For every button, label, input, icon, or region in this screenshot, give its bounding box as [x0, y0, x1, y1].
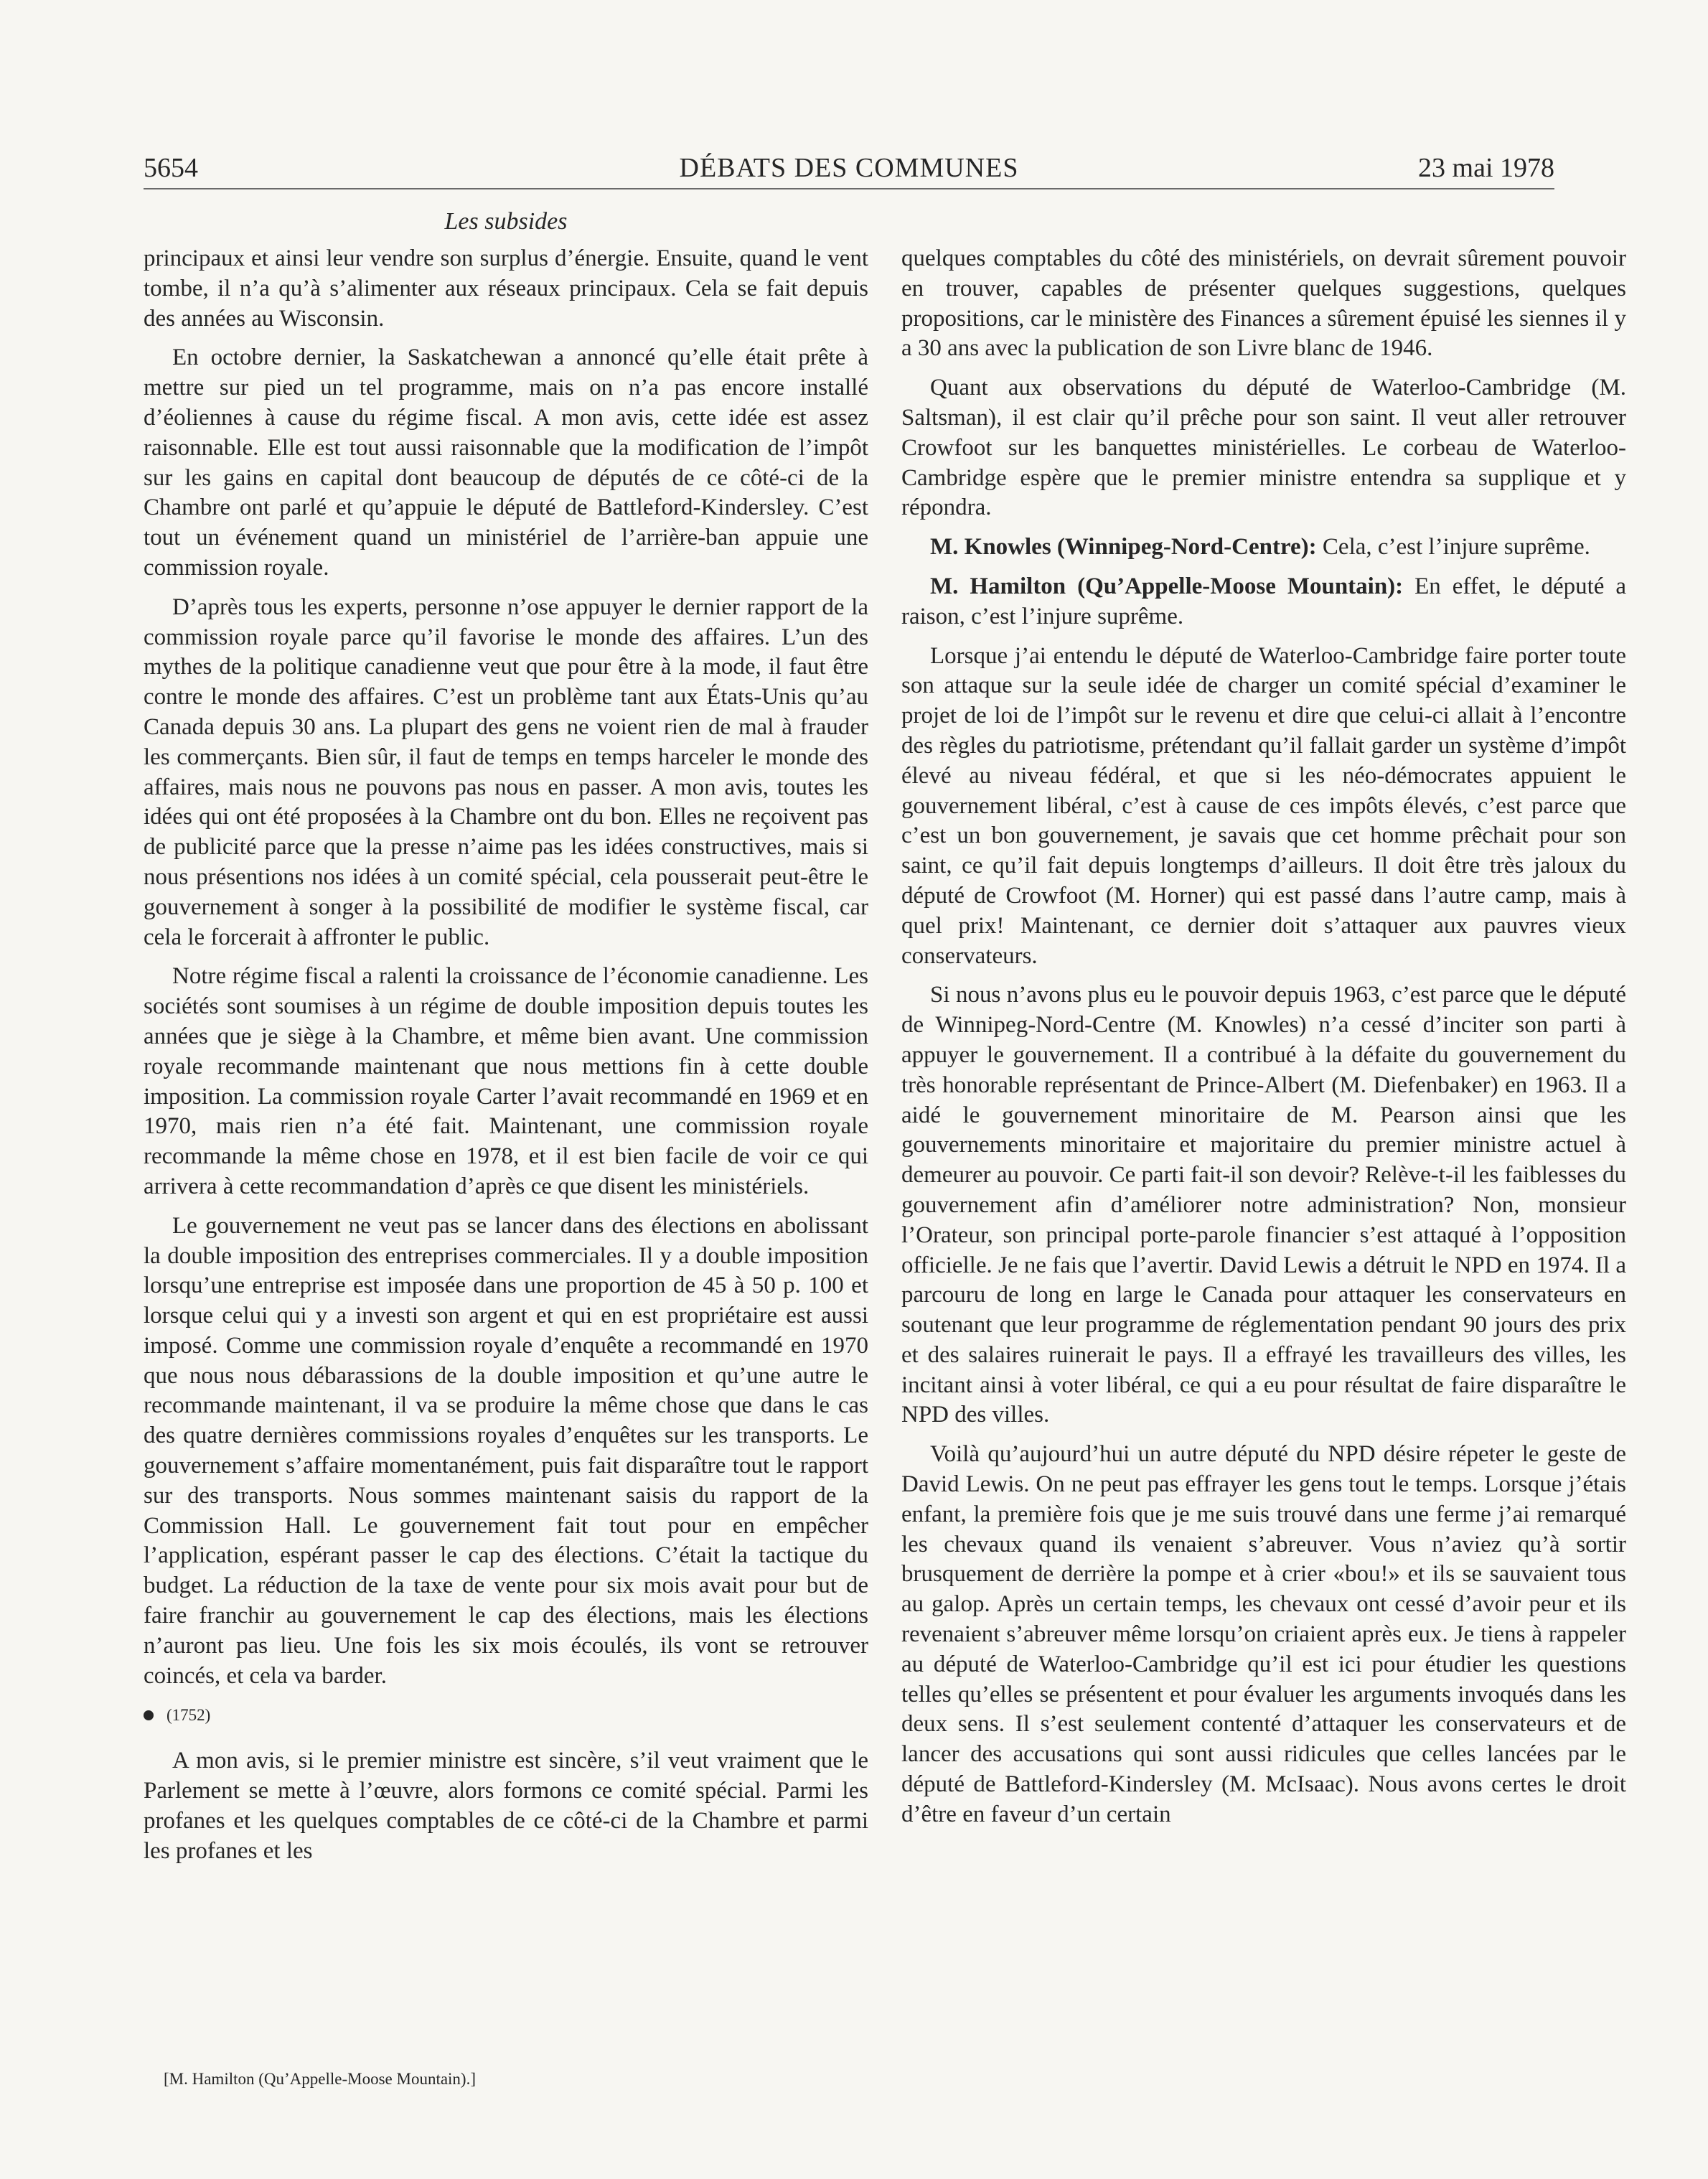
paragraph: D’après tous les experts, personne n’ose appuyer le dernier rapport de la commission royale parce qu’il favorise le monde des affaires. L’un des mythes de la politique canadienne veut que pour être à la mode, il faut être contre le monde des affaires. C’est un problème tant aux États-Unis qu’au Canada depuis 30 ans. La plupart des gens ne voient rien de mal à frauder les commerçants. Bien sûr, il faut de temps en temps harceler le monde des affaires, mais nous ne pouvons pas nous en passer. A mon avis, toutes les idées qui ont été proposées à la Chambre ont du bon. Elles ne reçoivent pas de publicité parce que la presse n’aime pas les idées constructives, mais si nous présentions nos idées à un comité spécial, cela pousserait peut-être le gouvernement à songer à la possibilité de modifier le système fiscal, car cela le forcerait à affronter le public. [144, 594, 868, 950]
page-number: 5654 [144, 153, 198, 183]
speech-text: En effet, le député a raison, c’est l’injure suprême. [901, 573, 1626, 629]
paragraph: Notre régime fiscal a ralenti la croissance de l’économie canadienne. Les sociétés sont soumises à un régime de double imposition depuis toutes les années que je siège à la Chambre, et même bien avant. Une commission royale recommande maintenant que nous mettions fin à cette double imposition. La commission royale Carter l’avait recommandé en 1969 et en 1970, mais rien n’a été fait. Maintenant, une commission royale recommande la même chose en 1978, et il est bien facile de voir ce qui arrivera à cette recommandation d’après ce que disent les ministériels. [144, 963, 868, 1199]
speech-text: Cela, c’est l’injure suprême. [1316, 534, 1590, 561]
time-marker [144, 1700, 868, 1730]
section-title: Les subsides [444, 208, 568, 235]
left-column [144, 244, 868, 1875]
bullet-icon [144, 1710, 154, 1720]
speaker-name: M. Hamilton (Qu’Appelle-Moose Mountain): [930, 573, 1404, 599]
speaker-footer: [M. Hamilton (Qu’Appelle-Moose Mountain).] [164, 2070, 477, 2088]
paragraph: Quant aux observations du député de Waterloo-Cambridge (M. Saltsman), il est clair qu’il prêche pour son saint. Il veut aller retrouver Crowfoot sur les banquettes ministérielles. Le corbeau de Waterloo-Cambridge espère que le premier ministre entendra sa supplique et y répondra. [901, 375, 1626, 521]
paragraph: Le gouvernement ne veut pas se lancer dans des élections en abolissant la double imposition des entreprises commerciales. Il y a double imposition lorsqu’une entreprise est imposée dans une proportion de 45 à 50 p. 100 et lorsque celui qui y a investi son argent et qui en est propriétaire est aussi imposé. Comme une commission royale d’enquête a recommandé en 1970 que nous nous débarassions de la double imposition et qu’une autre le recommande maintenant, il va se produire la même chose que dans le cas des quatre dernières commissions royales d’enquêtes sur les transports. Le gouvernement s’affaire momentanément, puis fait disparaître tout le rapport sur des transports. Nous sommes maintenant saisis du rapport de la Commission Hall. Le gouvernement fait tout pour en empêcher l’application, espérant passer le cap des élections. C’était la tactique du budget. La réduction de la taxe de vente pour six mois avait pour but de faire franchir au gouvernement le cap des élections, mais les élections n’auront pas lieu. Une fois les six mois écoulés, ils vont se retrouver coincés, et cela va barder. [144, 1212, 868, 1689]
publication-title: DÉBATS DES COMMUNES [679, 153, 1019, 183]
time-marker-text: (1752) [166, 1706, 211, 1725]
paragraph: Si nous n’avons plus eu le pouvoir depuis 1963, c’est parce que le député de Winnipeg-Nord-Centre (M. Knowles) n’a cessé d’inciter son parti à appuyer le gouvernement. Il a contribué à la défaite du gouvernement du très honorable représentant de Prince-Albert (M. Diefenbaker) en 1963. Il a aidé le gouvernement minoritaire de M. Pearson ainsi que les gouvernements minoritaire et majoritaire du premier ministre actuel à demeurer au pouvoir. Ce parti fait-il son devoir? Relève-t-il les faiblesses du gouvernement afin d’améliorer notre administration? Non, monsieur l’Orateur, son principal porte-parole financier s’est attaqué à l’opposition officielle. Je ne fais que l’avertir. David Lewis a détruit le NPD en 1974. Il a parcouru de long en large le Canada pour attaquer les conservateurs en soutenant que leur programme de réglementation pendant 90 jours des prix et des salaires ruinerait le pays. Il a effrayé les travailleurs des villes, les incitant ainsi à voter libéral, ce qui a eu pour résultat de faire disparaître le NPD des villes. [901, 982, 1626, 1428]
page-header [144, 152, 1554, 189]
paragraph: En octobre dernier, la Saskatchewan a annoncé qu’elle était prête à mettre sur pied un tel programme, mais on n’a pas encore installé d’éoliennes à cause du régime fiscal. A mon avis, cette idée est assez raisonnable. Elle est tout aussi raisonnable que la modification de l’impôt sur les gains en capital dont beaucoup de députés de ce côté-ci de la Chambre ont parlé et qu’appuie le député de Battleford-Kindersley. C’est tout un événement quand un ministériel de l’arrière-ban appuie une commission royale. [144, 345, 868, 581]
paragraph: Lorsque j’ai entendu le député de Waterloo-Cambridge faire porter toute son attaque sur la seule idée de charger un comité spécial d’examiner le projet de loi de l’impôt sur le revenu et dire que celui-ci allait à l’encontre des règles du patriotisme, prétendant qu’il fallait garder un système d’impôt élevé au niveau fédéral, et que si les néo-démocrates appuient le gouvernement libéral, c’est à cause de ces impôts élevés, c’est parce que c’est un bon gouvernement, je savais que cet homme prêchait pour son saint, ce qu’il fait depuis longtemps d’ailleurs. Il doit être très jaloux du député de Crowfoot (M. Horner) qui est passé dans l’autre camp, mais à quel prix! Maintenant, ce dernier doit s’attaquer aux pauvres vieux conservateurs. [901, 642, 1626, 969]
speech-hamilton [901, 572, 1626, 632]
publication-date: 23 mai 1978 [1418, 153, 1554, 183]
paragraph: principaux et ainsi leur vendre son surplus d’énergie. Ensuite, quand le vent tombe, il n’a qu’à s’alimenter aux réseaux principaux. Cela se fait depuis des années au Wisconsin. [144, 245, 868, 332]
speaker-name: M. Knowles (Winnipeg-Nord-Centre): [930, 534, 1317, 561]
right-column [901, 244, 1626, 1840]
speech-knowles [901, 533, 1626, 563]
paragraph: quelques comptables du côté des ministériels, on devrait sûrement pouvoir en trouver, capables de présenter quelques suggestions, quelques propositions, car le ministère des Finances a sûrement épuisé les siennes il y a 30 ans avec la publication de son Livre blanc de 1946. [901, 245, 1626, 362]
paragraph: A mon avis, si le premier ministre est sincère, s’il veut vraiment que le Parlement se mette à l’œuvre, alors formons ce comité spécial. Parmi les profanes et les quelques comptables de ce côté-ci de la Chambre et parmi les profanes et les [144, 1748, 868, 1864]
paragraph: Voilà qu’aujourd’hui un autre député du NPD désire répeter le geste de David Lewis. On ne peut pas effrayer les gens tout le temps. Lorsque j’étais enfant, la première fois que je me suis trouvé dans une ferme j’ai remarqué les chevaux quand ils venaient s’abreuver. Vous n’aviez qu’à sortir brusquement de derrière la pompe et à crier «bou!» et ils se sauvaient tous au galop. Après un certain temps, les chevaux ont cessé d’avoir peur et ils revenaient s’abreuver même lorsqu’on criaient après eux. Je tiens à rappeler au député de Waterloo-Cambridge qu’il est ici pour étudier les questions telles qu’elles se présentent et pour évaluer les arguments invoqués dans les deux sens. Il s’est seulement contenté d’attaquer les conservateurs et de lancer des accusations qui sont aussi ridicules que celles lancées par le député de Battleford-Kindersley (M. McIsaac). Nous avons certes le droit d’être en faveur d’un certain [901, 1441, 1626, 1827]
